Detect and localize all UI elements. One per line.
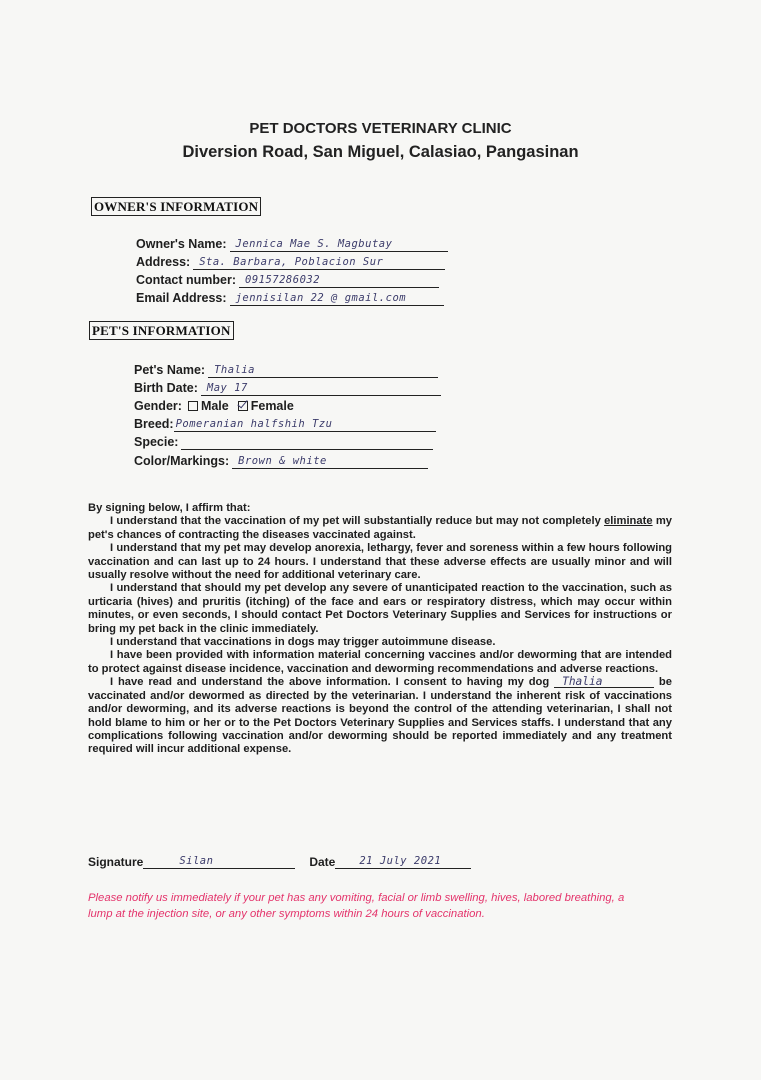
female-checkbox[interactable] <box>238 401 248 411</box>
owner-email-label: Email Address: <box>136 291 227 305</box>
owner-address-field <box>136 254 445 270</box>
owner-contact-value[interactable]: 09157286032 <box>239 273 439 288</box>
pet-gender-label: Gender: <box>134 399 182 413</box>
owner-section-heading: OWNER'S INFORMATION <box>91 197 261 216</box>
p1-text-b: my pet's chances of contracting the diseases vaccinated against. <box>88 515 672 541</box>
date-value[interactable]: 21 July 2021 <box>335 854 471 869</box>
owner-name-field <box>136 236 448 252</box>
clinic-name: PET DOCTORS VETERINARY CLINIC <box>249 120 512 137</box>
consent-paragraph-3: I understand that should my pet develop any severe of unanticipated reaction to the vaccination, such as urticaria (hives) and pruritis (itching) of the face and ears or respiratory distress, which may occur within minutes, or even seconds, I should contact Pet Doctors Veterinary Supplies and Services for instructions or bring my pet back in the clinic immediately. <box>88 582 672 635</box>
pet-breed-label: Breed: <box>134 417 174 431</box>
dog-name-blank[interactable]: Thalia <box>554 676 654 688</box>
pet-specie-label: Specie: <box>134 435 179 449</box>
signature-row <box>88 854 471 869</box>
consent-paragraph-2: I understand that my pet may develop anorexia, lethargy, fever and soreness within a few hours following vaccination and can last up to 24 hours. I understand that these adverse effects are usually minor and will usually resolve without the need for additional veterinary care. <box>88 542 672 582</box>
date-label: Date <box>309 855 336 869</box>
p6-text-b: be vaccinated and/or dewormed as directed by the veterinarian. I understand the inherent risk of vaccinations and/or deworming, and its adverse reactions is beyond the control of the attending veterinarian, I shall not hold blame to him or her or to the Pet Doctors Veterinary Supplies and Services staffs. I understand that any complications following vaccination and/or deworming should be reported immediately and any treatment required will incur additional expense. <box>88 676 672 756</box>
female-label: Female <box>250 399 294 413</box>
consent-lead: By signing below, I affirm that: <box>88 502 251 514</box>
owner-contact-field <box>136 272 439 288</box>
pet-name-field <box>134 362 438 378</box>
pet-name-value[interactable]: Thalia <box>208 363 438 378</box>
pet-birth-label: Birth Date: <box>134 381 198 395</box>
pet-breed-field <box>134 416 436 432</box>
signature-label: Signature <box>88 855 144 869</box>
owner-name-value[interactable]: Jennica Mae S. Magbutay <box>230 237 448 252</box>
clinic-address: Diversion Road, San Miguel, Calasiao, Pangasinan <box>182 143 579 161</box>
pet-name-label: Pet's Name: <box>134 363 206 377</box>
owner-email-value[interactable]: jennisilan 22 @ gmail.com <box>230 291 444 306</box>
gender-male-option[interactable] <box>185 398 229 414</box>
pet-specie-value[interactable] <box>181 435 433 450</box>
pet-gender-field <box>134 398 300 414</box>
vaccination-notice: Please notify us immediately if your pet has any vomiting, facial or limb swelling, hives, labored breathing, a lump at the injection site, or any other symptoms within 24 hours of vaccination. <box>88 892 625 920</box>
pet-breed-value[interactable]: Pomeranian halfshih Tzu <box>174 417 436 432</box>
consent-paragraph-1 <box>88 515 672 542</box>
male-checkbox[interactable] <box>188 401 198 411</box>
pet-specie-field <box>134 434 433 450</box>
consent-paragraph-4: I understand that vaccinations in dogs may trigger autoimmune disease. <box>110 636 496 649</box>
p6-text-a: I have read and understand the above information. I consent to having my dog <box>110 676 555 689</box>
owner-contact-label: Contact number: <box>136 273 236 287</box>
owner-address-value[interactable]: Sta. Barbara, Poblacion Sur <box>193 255 445 270</box>
gender-female-option[interactable] <box>235 398 294 414</box>
p1-underlined: eliminate <box>604 515 653 528</box>
pet-birth-value[interactable]: May 17 <box>201 381 441 396</box>
p1-text-a: I understand that the vaccination of my pet will substantially reduce but may not completely <box>110 515 605 528</box>
owner-address-label: Address: <box>136 255 191 269</box>
owner-email-field <box>136 290 444 306</box>
pet-birth-field <box>134 380 441 396</box>
consent-paragraph-6 <box>88 676 672 756</box>
consent-statement <box>88 502 672 757</box>
owner-name-label: Owner's Name: <box>136 237 227 251</box>
consent-paragraph-5: I have been provided with information material concerning vaccines and/or deworming that are intended to protect against disease incidence, vaccination and deworming recommendations and adverse reactions. <box>88 649 672 675</box>
pet-color-value[interactable]: Brown & white <box>232 454 428 469</box>
pet-section-heading: PET'S INFORMATION <box>89 321 234 340</box>
signature-value[interactable]: Silan <box>143 854 295 869</box>
male-label: Male <box>200 399 229 413</box>
pet-color-field <box>134 453 428 469</box>
pet-color-label: Color/Markings: <box>134 454 230 468</box>
